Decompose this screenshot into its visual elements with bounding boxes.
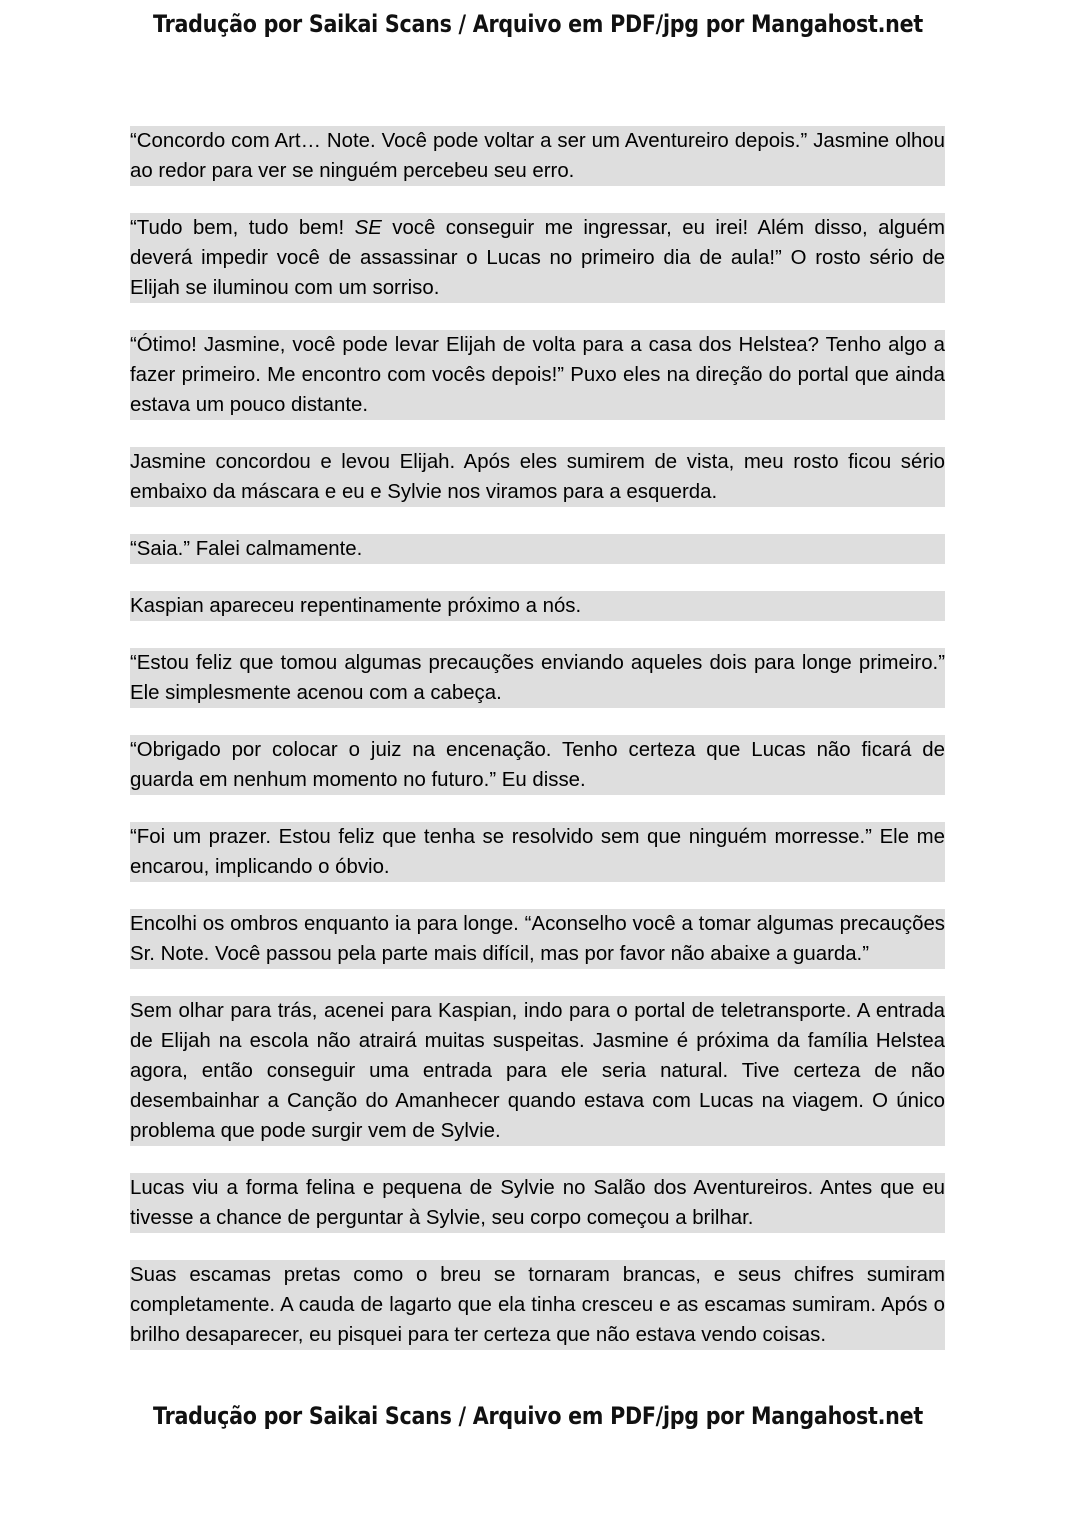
- paragraph: “Ótimo! Jasmine, você pode levar Elijah de volta para a casa dos Helstea? Tenho algo a fazer primeiro. Me encontro com vocês depois!” Puxo eles na direção do portal que ainda estava um pouco distante.: [130, 330, 945, 420]
- paragraph: “Obrigado por colocar o juiz na encenação. Tenho certeza que Lucas não ficará de guarda em nenhum momento no futuro.” Eu disse.: [130, 735, 945, 795]
- emphasis-text: SE: [354, 217, 382, 239]
- paragraph-text: você conseguir me ingressar, eu irei! Além disso, alguém deverá impedir você de assassinar o Lucas no primeiro dia de aula!” O rosto sério de Elijah se iluminou com um sorriso.: [130, 217, 945, 299]
- paragraph: Lucas viu a forma felina e pequena de Sylvie no Salão dos Aventureiros. Antes que eu tivesse a chance de perguntar à Sylvie, seu corpo começou a brilhar.: [130, 1173, 945, 1233]
- paragraph: “Saia.” Falei calmamente.: [130, 534, 945, 564]
- footer-banner: Tradução por Saikai Scans / Arquivo em PDF/jpg por Mangahost.net: [153, 1402, 923, 1430]
- header-banner: Tradução por Saikai Scans / Arquivo em PDF/jpg por Mangahost.net: [153, 10, 923, 38]
- document-body: [130, 126, 945, 1382]
- paragraph: “Estou feliz que tomou algumas precauções enviando aqueles dois para longe primeiro.” Ele simplesmente acenou com a cabeça.: [130, 648, 945, 708]
- paragraph: Jasmine concordou e levou Elijah. Após eles sumirem de vista, meu rosto ficou sério embaixo da máscara e eu e Sylvie nos viramos para a esquerda.: [130, 447, 945, 507]
- paragraph: Kaspian apareceu repentinamente próximo a nós.: [130, 591, 945, 621]
- paragraph: “Foi um prazer. Estou feliz que tenha se resolvido sem que ninguém morresse.” Ele me encarou, implicando o óbvio.: [130, 822, 945, 882]
- paragraph: Suas escamas pretas como o breu se tornaram brancas, e seus chifres sumiram completamente. A cauda de lagarto que ela tinha cresceu e as escamas sumiram. Após o brilho desaparecer, eu pisquei para ter certeza que não estava vendo coisas.: [130, 1260, 945, 1350]
- paragraph-text: “Tudo bem, tudo bem!: [130, 217, 355, 239]
- paragraph: “Concordo com Art… Note. Você pode voltar a ser um Aventureiro depois.” Jasmine olhou ao redor para ver se ninguém percebeu seu erro.: [130, 126, 945, 186]
- paragraph: Encolhi os ombros enquanto ia para longe. “Aconselho você a tomar algumas precauções Sr. Note. Você passou pela parte mais difícil, mas por favor não abaixe a guarda.”: [130, 909, 945, 969]
- paragraph: Sem olhar para trás, acenei para Kaspian, indo para o portal de teletransporte. A entrada de Elijah na escola não atrairá muitas suspeitas. Jasmine é próxima da família Helstea agora, então conseguir uma entrada para ele seria natural. Tive certeza de não desembainhar a Canção do Amanhecer quando estava com Lucas na viagem. O único problema que pode surgir vem de Sylvie.: [130, 996, 945, 1146]
- paragraph: [130, 213, 945, 303]
